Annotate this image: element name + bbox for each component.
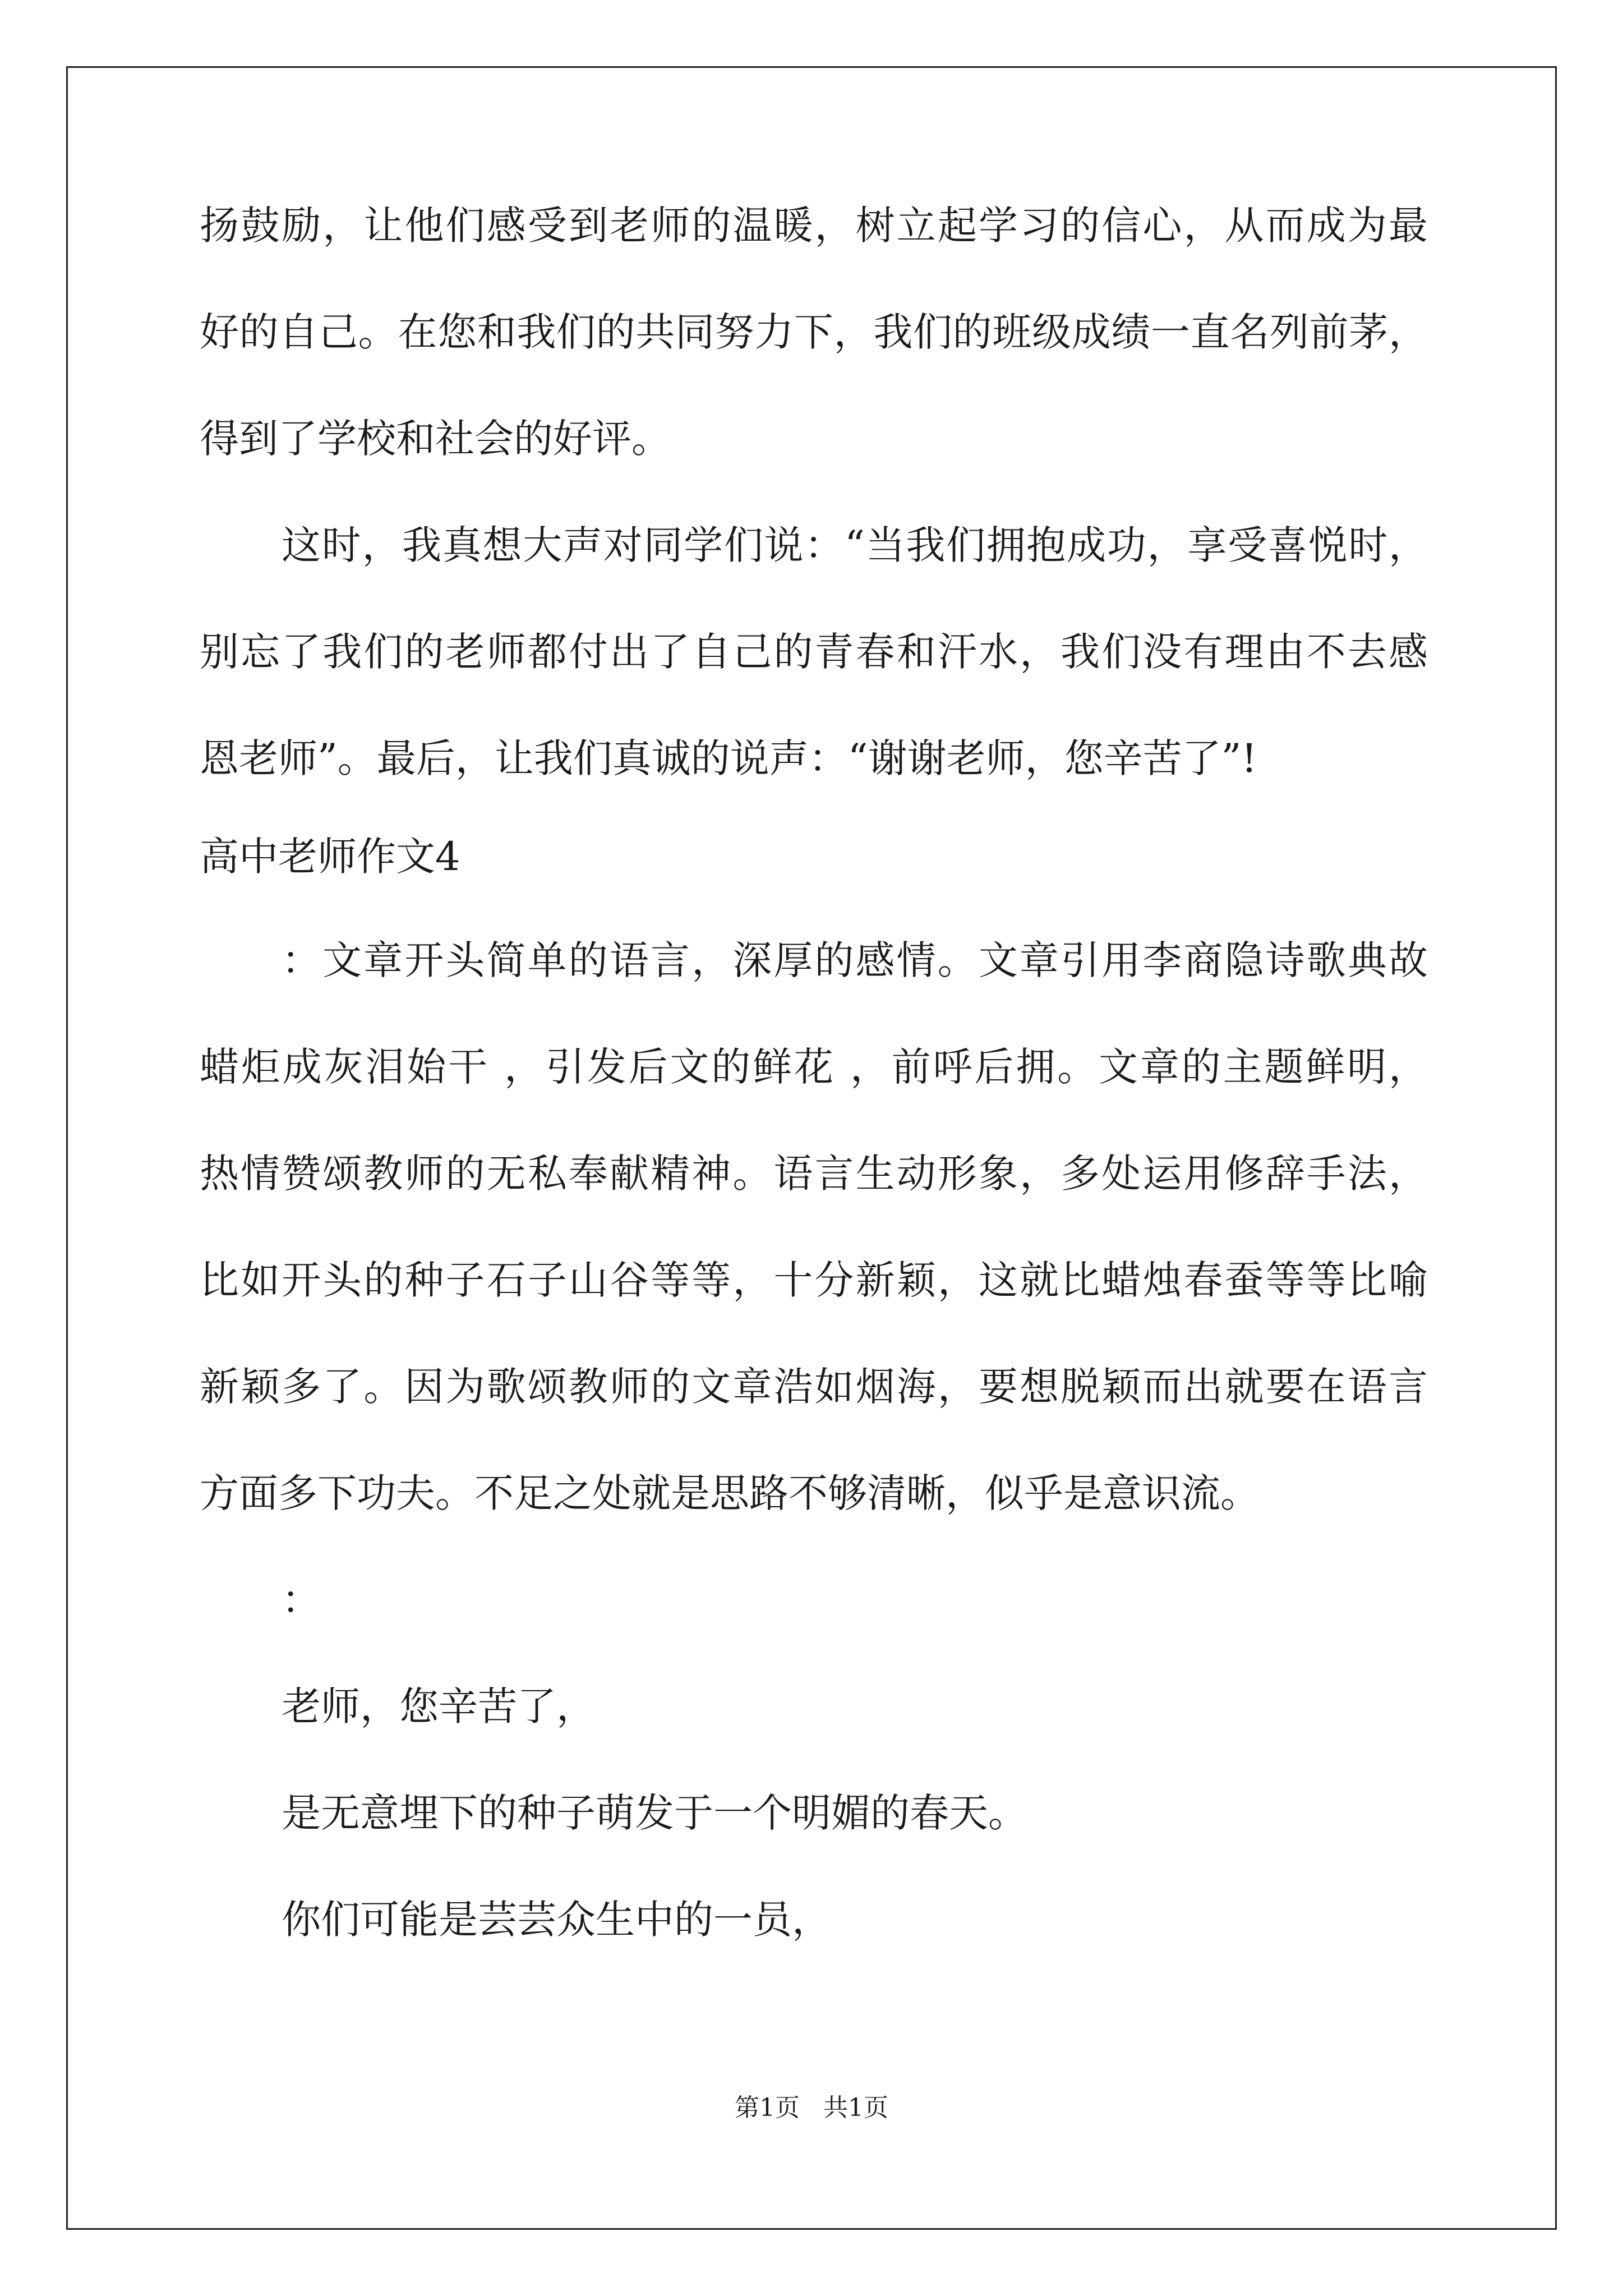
- paragraph-line: 得到了学校和社会的好评。: [200, 416, 671, 462]
- page-number: 第1页 共1页: [735, 2093, 888, 2122]
- poem-line: 是无意埋下的种子萌发于一个明媚的春天。: [282, 1790, 1027, 1836]
- paragraph-line: 这时，我真想大声对同学们说：“当我们拥抱成功，享受喜悦时，: [282, 522, 1428, 568]
- paragraph-line: 热情赞颂教师的无私奉献精神。语言生动形象，多处运用修辞手法，: [200, 1151, 1428, 1197]
- paragraph-line: 别忘了我们的老师都付出了自己的青春和汗水，我们没有理由不去感: [200, 629, 1428, 675]
- paragraph-line: 方面多下功夫。不足之处就是思路不够清晰，似乎是意识流。: [200, 1470, 1260, 1516]
- paragraph-line: 好的自己。在您和我们的共同努力下，我们的班级成绩一直名列前茅，: [200, 309, 1428, 355]
- poem-line: 你们可能是芸芸众生中的一员，: [282, 1897, 831, 1943]
- paragraph-line: 比如开头的种子石子山谷等等，十分新颖，这就比蜡烛春蚕等等比喻: [200, 1257, 1428, 1303]
- paragraph-line: 蜡炬成灰泪始干 ，引发后文的鲜花 ，前呼后拥。文章的主题鲜明，: [200, 1044, 1428, 1090]
- page-footer: [0, 2092, 1623, 2124]
- paragraph-line: ：文章开头简单的语言，深厚的感情。文章引用李商隐诗歌典故: [282, 937, 1428, 983]
- section-heading: 高中老师作文4: [200, 834, 460, 880]
- paragraph-line: 新颖多了。因为歌颂教师的文章浩如烟海，要想脱颖而出就要在语言: [200, 1364, 1428, 1410]
- paragraph-line: ：: [282, 1577, 321, 1623]
- poem-line: 老师，您辛苦了，: [282, 1683, 596, 1729]
- paragraph-line: 恩老师”。最后，让我们真诚的说声：“谢谢老师，您辛苦了”!: [200, 735, 1257, 781]
- paragraph-line: 扬鼓励，让他们感受到老师的温暖，树立起学习的信心，从而成为最: [200, 203, 1428, 249]
